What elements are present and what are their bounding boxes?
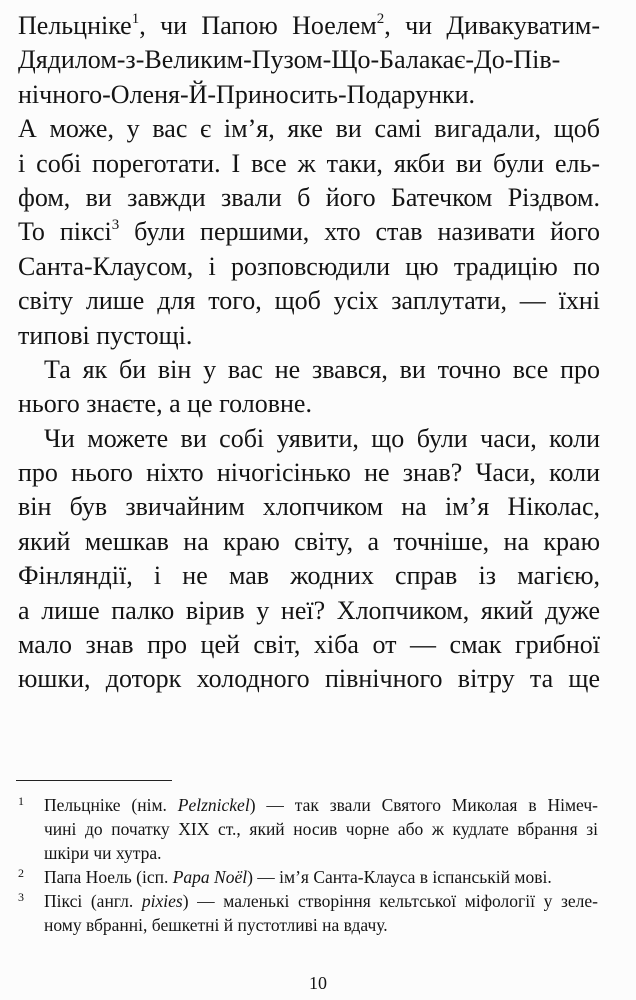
text-fragment: ) — ім’я Санта-Клауса в іспанській мові. <box>247 867 552 887</box>
paragraph-first-line: Та як би він у вас не звався, ви точно все про <box>44 354 600 384</box>
footnote-line <box>44 889 598 913</box>
text-line: нього знаєте, а це головне. <box>18 389 312 419</box>
footnote-number: 1 <box>18 794 24 808</box>
text-fragment: , чи Папою Ноелем <box>139 11 377 40</box>
foreign-term: Papa Noël <box>172 867 248 887</box>
footnote-ref-2[interactable]: 2 <box>376 11 385 27</box>
footnote-ref-1[interactable]: 1 <box>131 11 140 27</box>
page-number: 10 <box>309 973 327 993</box>
text-line: світу лише для того, щоб усіх заплутати, — їхні <box>18 286 600 316</box>
text-line: а лише палко вірив у неї? Хлопчиком, який дуже <box>18 595 600 625</box>
foreign-term: pixies <box>141 891 183 911</box>
text-line: нічного-Оленя-Й-Приносить-Подарунки. <box>18 79 476 109</box>
text-fragment: були першими, хто став називати його <box>119 217 601 247</box>
footnote-3 <box>18 889 598 937</box>
text-line: який мешкав на краю світу, а точніше, на краю <box>18 526 600 556</box>
footnote-line <box>44 865 598 889</box>
footnote-ref-3[interactable]: 3 <box>111 217 120 234</box>
text-fragment: Пельцніке <box>18 11 132 40</box>
text-line <box>18 215 600 249</box>
text-line: про нього ніхто нічогісінько не знав? Часи, коли <box>18 458 600 488</box>
text-fragment: , чи Дивакуватим- <box>384 11 600 40</box>
text-line: і собі пореготати. І все ж таки, якби ви були ель- <box>18 148 600 178</box>
footnote-line: чині до початку XIX ст., який носив чорне або ж кудлате вбрання зі <box>44 819 598 839</box>
footnote-line <box>44 793 598 817</box>
footnote-number: 3 <box>18 890 24 904</box>
text-line: фом, ви завжди звали б його Батечком Різдвом. <box>18 182 600 212</box>
text-line: мало знав про цей світ, хіба от — смак грибної <box>18 630 600 660</box>
text-line: типові пустощі. <box>18 320 193 350</box>
text-line: Санта-Клаусом, і розповсюдили цю традицію по <box>18 251 600 281</box>
footnote-line: шкіри чи хутра. <box>44 843 162 863</box>
text-fragment: Пельцніке (нім. <box>44 795 178 815</box>
text-line: Дядилом-з-Великим-Пузом-Що-Балакає-До-Пів- <box>18 45 561 75</box>
footnote-separator <box>16 780 172 781</box>
foreign-term: Pelznickel <box>177 795 250 815</box>
text-line: він був звичайним хлопчиком на ім’я Ніколас, <box>18 492 600 522</box>
body-text <box>18 9 600 697</box>
text-fragment: Папа Ноель (ісп. <box>44 867 173 887</box>
text-line: А може, у вас є ім’я, яке ви самі вигадали, щоб <box>18 114 600 144</box>
text-fragment: То піксі <box>18 217 112 247</box>
footnote-number: 2 <box>18 866 24 880</box>
footnote-1 <box>18 793 598 865</box>
text-line: юшки, доторк холодного північного вітру та ще <box>18 664 600 694</box>
text-fragment: ) — маленькі створіння кельтської міфології у зеле- <box>182 891 598 911</box>
footnote-2 <box>18 865 598 889</box>
text-fragment: ) — так звали Святого Миколая в Німеч- <box>249 795 598 815</box>
text-line: Фінляндії, і не мав жодних справ із магією, <box>18 561 600 591</box>
paragraph-first-line: Чи можете ви собі уявити, що були часи, коли <box>44 423 600 453</box>
text-line <box>18 9 600 43</box>
footnote-line: ному вбранні, бешкетні й пустотливі на вдачу. <box>44 915 388 935</box>
footnotes <box>18 793 598 937</box>
text-fragment: Піксі (англ. <box>44 891 142 911</box>
